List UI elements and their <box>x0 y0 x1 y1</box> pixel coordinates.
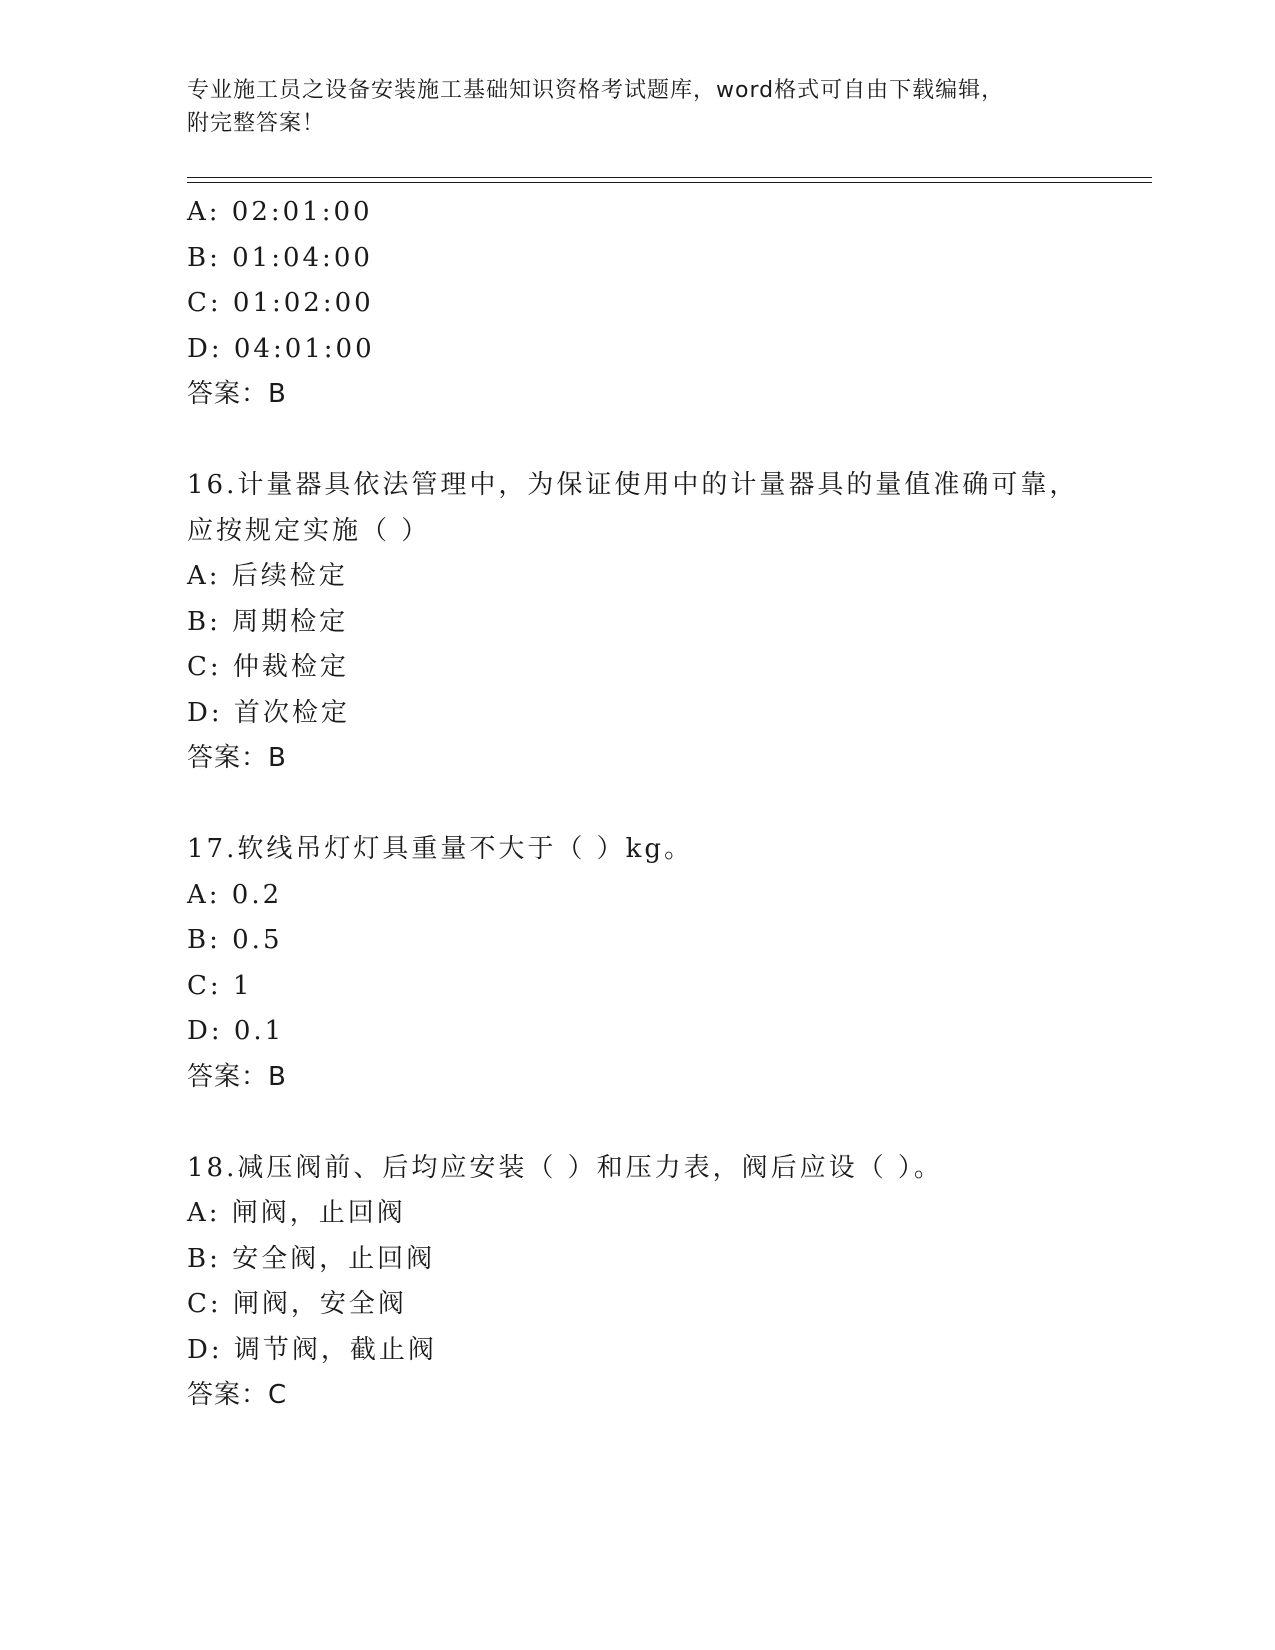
option-a: A: 02:01:00 <box>187 197 373 227</box>
option-b: B: 0.5 <box>187 925 283 955</box>
answer-line: 答案：B <box>187 1061 287 1092</box>
header-line-2: 附完整答案！ <box>187 111 326 136</box>
answer-line: 答案：C <box>187 1380 288 1410</box>
option-d: D: 调节阀，截止阀 <box>187 1334 437 1365</box>
spacer <box>187 782 1147 828</box>
option-d: D: 04:01:00 <box>187 333 375 364</box>
question-stem: 18.减压阀前、后均应安装（ ）和压力表，阀后应设（ ）。 <box>187 1152 943 1183</box>
header-divider-top <box>187 177 1152 178</box>
answer-line: 答案：B <box>187 743 287 773</box>
header-divider-bottom <box>187 182 1152 183</box>
question-stem-continued: 应按规定实施（ ） <box>187 515 431 546</box>
answer-line: 答案：B <box>187 379 287 409</box>
option-a: A: 0.2 <box>187 879 283 910</box>
question-18 <box>187 1146 1147 1419</box>
option-c: C: 仲裁检定 <box>187 652 349 682</box>
question-stem: 16.计量器具依法管理中，为保证使用中的计量器具的量值准确可靠， <box>187 470 1079 500</box>
option-d: D: 首次检定 <box>187 697 350 728</box>
document-header <box>187 74 1147 140</box>
header-line-1: 专业施工员之设备安装施工基础知识资格考试题库，word格式可自由下载编辑， <box>187 78 1005 103</box>
question-17 <box>187 827 1147 1100</box>
option-b: B: 01:04:00 <box>187 242 373 273</box>
option-b: B: 周期检定 <box>187 606 349 637</box>
option-b: B: 安全阀，止回阀 <box>187 1243 436 1274</box>
spacer <box>187 418 1147 464</box>
option-d: D: 0.1 <box>187 1016 285 1046</box>
spacer <box>187 1100 1147 1146</box>
option-c: C: 闸阀，安全阀 <box>187 1289 407 1319</box>
question-16 <box>187 463 1147 782</box>
option-a: A: 后续检定 <box>187 561 348 591</box>
question-15-continued <box>187 190 1147 418</box>
option-c: C: 01:02:00 <box>187 288 374 318</box>
question-stem: 17.软线吊灯灯具重量不大于（ ）kg。 <box>187 834 694 864</box>
option-c: C: 1 <box>187 970 253 1001</box>
question-list <box>187 190 1147 1419</box>
option-a: A: 闸阀，止回阀 <box>187 1198 406 1228</box>
